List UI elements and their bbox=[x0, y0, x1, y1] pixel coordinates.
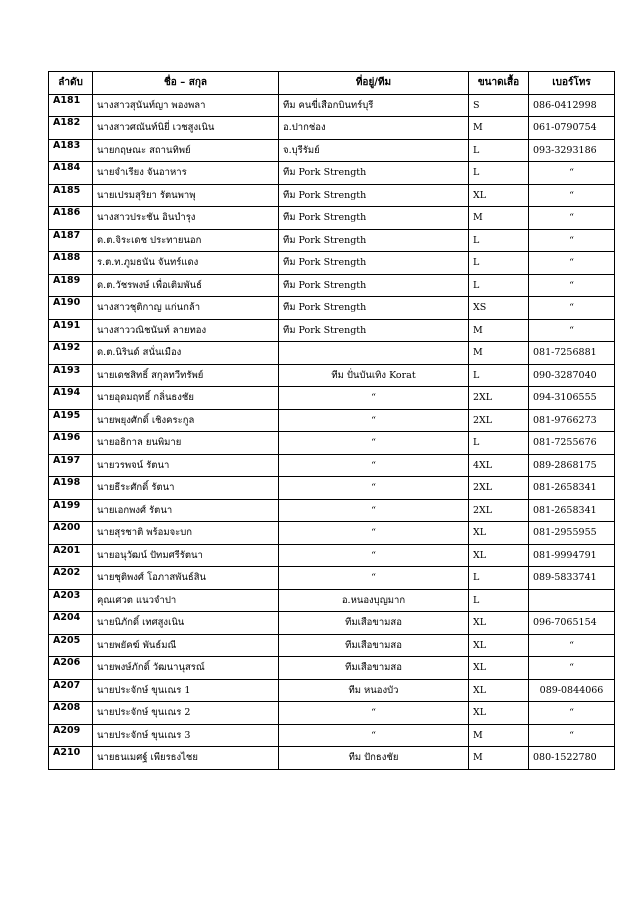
row-name: นางสาววณิชนันท์ ลายทอง bbox=[93, 319, 279, 342]
row-number: A191 bbox=[49, 319, 93, 342]
row-phone: 061-0790754 bbox=[529, 117, 615, 140]
row-phone: 093-3293186 bbox=[529, 139, 615, 162]
row-phone: 081-2658341 bbox=[529, 499, 615, 522]
row-number: A186 bbox=[49, 207, 93, 230]
row-address-team: ทีม คนขี่เสือกบินทร์บุรี bbox=[279, 94, 469, 117]
row-phone: 089-2868175 bbox=[529, 454, 615, 477]
row-name: นางสาวประชัน อินบำรุง bbox=[93, 207, 279, 230]
row-shirt-size: M bbox=[469, 724, 529, 747]
row-phone: 086-0412998 bbox=[529, 94, 615, 117]
row-address-team: จ.บุรีรัมย์ bbox=[279, 139, 469, 162]
row-name: นายจำเรียง จันอาหาร bbox=[93, 162, 279, 185]
row-number: A208 bbox=[49, 702, 93, 725]
row-address-team: ทีม ปั่นบันเทิง Korat bbox=[279, 364, 469, 387]
row-address-team: “ bbox=[279, 454, 469, 477]
table-row bbox=[49, 229, 615, 252]
row-phone: “ bbox=[529, 724, 615, 747]
row-name: นายวรพจน์ รัตนา bbox=[93, 454, 279, 477]
row-number: A182 bbox=[49, 117, 93, 140]
table-row bbox=[49, 319, 615, 342]
row-number: A200 bbox=[49, 522, 93, 545]
row-name: นายเอกพงศ์ รัตนา bbox=[93, 499, 279, 522]
row-number: A196 bbox=[49, 432, 93, 455]
row-name: นายชุติพงศ์ โอภาสพันธ์สิน bbox=[93, 567, 279, 590]
row-phone: 081-9994791 bbox=[529, 544, 615, 567]
row-name: นายพยัคฆ์ พันธ์มณี bbox=[93, 634, 279, 657]
row-address-team: ทีม Pork Strength bbox=[279, 297, 469, 320]
row-name: นายพยุงศักดิ์ เชิงคระกูล bbox=[93, 409, 279, 432]
row-name: นายธีระศักดิ์ รัตนา bbox=[93, 477, 279, 500]
row-name: นายนิภักดิ์ เทศสูงเนิน bbox=[93, 612, 279, 635]
row-address-team: ทีม Pork Strength bbox=[279, 274, 469, 297]
row-shirt-size: S bbox=[469, 94, 529, 117]
row-number: A197 bbox=[49, 454, 93, 477]
row-address-team: “ bbox=[279, 522, 469, 545]
row-shirt-size: XL bbox=[469, 184, 529, 207]
row-address-team: อ.หนองบุญมาก bbox=[279, 589, 469, 612]
table-row bbox=[49, 747, 615, 770]
row-name: ด.ต.วัชรพงษ์ เพื่อเติมพันธ์ bbox=[93, 274, 279, 297]
row-address-team: “ bbox=[279, 432, 469, 455]
row-phone: 081-2658341 bbox=[529, 477, 615, 500]
table-row bbox=[49, 139, 615, 162]
row-phone: “ bbox=[529, 229, 615, 252]
row-name: นายพงษ์ภักดิ์ วัฒนานุสรณ์ bbox=[93, 657, 279, 680]
row-name: นายอุดมฤทธิ์ กลิ่นธงชัย bbox=[93, 387, 279, 410]
table-row bbox=[49, 657, 615, 680]
table-row bbox=[49, 454, 615, 477]
row-shirt-size: L bbox=[469, 229, 529, 252]
row-phone: “ bbox=[529, 274, 615, 297]
row-phone: 096-7065154 bbox=[529, 612, 615, 635]
row-shirt-size: L bbox=[469, 589, 529, 612]
row-shirt-size: L bbox=[469, 162, 529, 185]
row-name: นางสาวศณันท์นิยี่ เวชสูงเนิน bbox=[93, 117, 279, 140]
table-body bbox=[49, 94, 615, 769]
row-shirt-size: XL bbox=[469, 634, 529, 657]
table-row bbox=[49, 387, 615, 410]
row-number: A190 bbox=[49, 297, 93, 320]
header-shirt-size: ขนาดเสื้อ bbox=[469, 72, 529, 95]
row-shirt-size: M bbox=[469, 207, 529, 230]
row-address-team: “ bbox=[279, 477, 469, 500]
row-phone: 089-0844066 bbox=[529, 679, 615, 702]
row-phone: “ bbox=[529, 634, 615, 657]
row-shirt-size: XS bbox=[469, 297, 529, 320]
row-name: นายเดชสิทธิ์ สกุลทวีทรัพย์ bbox=[93, 364, 279, 387]
row-number: A198 bbox=[49, 477, 93, 500]
row-shirt-size: XL bbox=[469, 612, 529, 635]
row-phone: “ bbox=[529, 319, 615, 342]
row-number: A187 bbox=[49, 229, 93, 252]
row-phone: “ bbox=[529, 702, 615, 725]
row-number: A202 bbox=[49, 567, 93, 590]
row-shirt-size: XL bbox=[469, 522, 529, 545]
row-number: A207 bbox=[49, 679, 93, 702]
row-number: A184 bbox=[49, 162, 93, 185]
row-shirt-size: XL bbox=[469, 544, 529, 567]
row-shirt-size: 2XL bbox=[469, 477, 529, 500]
row-name: นายธนเมศฐ์ เพียรธงไชย bbox=[93, 747, 279, 770]
row-address-team: ทีมเสือขามสอ bbox=[279, 634, 469, 657]
row-phone: “ bbox=[529, 252, 615, 275]
table-row bbox=[49, 297, 615, 320]
row-address-team: “ bbox=[279, 387, 469, 410]
row-shirt-size: L bbox=[469, 139, 529, 162]
row-address-team: ทีม หนองบัว bbox=[279, 679, 469, 702]
table-row bbox=[49, 274, 615, 297]
row-name: นางสาวชุติกาญ แก่นกล้า bbox=[93, 297, 279, 320]
row-shirt-size: 2XL bbox=[469, 409, 529, 432]
table-header-row bbox=[49, 72, 615, 95]
header-address-team: ที่อยู่/ทีม bbox=[279, 72, 469, 95]
row-address-team: ทีม Pork Strength bbox=[279, 207, 469, 230]
row-number: A181 bbox=[49, 94, 93, 117]
participant-table bbox=[48, 71, 615, 770]
row-number: A205 bbox=[49, 634, 93, 657]
row-number: A203 bbox=[49, 589, 93, 612]
row-phone: 081-7255676 bbox=[529, 432, 615, 455]
table-row bbox=[49, 409, 615, 432]
row-shirt-size: L bbox=[469, 252, 529, 275]
row-phone: “ bbox=[529, 162, 615, 185]
table-row bbox=[49, 94, 615, 117]
row-shirt-size: L bbox=[469, 567, 529, 590]
row-shirt-size: M bbox=[469, 319, 529, 342]
row-shirt-size: L bbox=[469, 432, 529, 455]
row-shirt-size: M bbox=[469, 342, 529, 365]
table-row bbox=[49, 612, 615, 635]
row-address-team: ทีม Pork Strength bbox=[279, 229, 469, 252]
row-address-team: ทีม ปักธงชัย bbox=[279, 747, 469, 770]
row-phone bbox=[529, 589, 615, 612]
row-name: นายกฤษณะ สถานทิพย์ bbox=[93, 139, 279, 162]
row-number: A209 bbox=[49, 724, 93, 747]
row-number: A210 bbox=[49, 747, 93, 770]
row-name: ด.ต.นิรินด์ สนั่นเมือง bbox=[93, 342, 279, 365]
row-address-team: “ bbox=[279, 544, 469, 567]
table-row bbox=[49, 702, 615, 725]
row-number: A194 bbox=[49, 387, 93, 410]
row-name: นายประจักษ์ ขุนเณร 2 bbox=[93, 702, 279, 725]
row-number: A195 bbox=[49, 409, 93, 432]
row-number: A183 bbox=[49, 139, 93, 162]
table-row bbox=[49, 207, 615, 230]
row-name: ร.ต.ท.ภูมธนัน จันทร์แดง bbox=[93, 252, 279, 275]
table-row bbox=[49, 432, 615, 455]
row-address-team: “ bbox=[279, 702, 469, 725]
row-address-team: ทีมเสือขามสอ bbox=[279, 612, 469, 635]
table-row bbox=[49, 342, 615, 365]
row-name: นายประจักษ์ ขุนเณร 3 bbox=[93, 724, 279, 747]
row-phone: 080-1522780 bbox=[529, 747, 615, 770]
row-name: นายสุรชาติ พร้อมจะบก bbox=[93, 522, 279, 545]
table-row bbox=[49, 184, 615, 207]
row-address-team: ทีม Pork Strength bbox=[279, 252, 469, 275]
row-name: ด.ต.จิระเดช ประทายนอก bbox=[93, 229, 279, 252]
row-number: A189 bbox=[49, 274, 93, 297]
table-row bbox=[49, 522, 615, 545]
row-phone: 090-3287040 bbox=[529, 364, 615, 387]
table-row bbox=[49, 567, 615, 590]
row-shirt-size: XL bbox=[469, 679, 529, 702]
row-phone: 081-2955955 bbox=[529, 522, 615, 545]
table-row bbox=[49, 477, 615, 500]
row-shirt-size: M bbox=[469, 747, 529, 770]
header-phone: เบอร์โทร bbox=[529, 72, 615, 95]
row-number: A188 bbox=[49, 252, 93, 275]
row-address-team: “ bbox=[279, 567, 469, 590]
row-number: A201 bbox=[49, 544, 93, 567]
row-shirt-size: L bbox=[469, 364, 529, 387]
row-name: นายอนุวัฒน์ ปัทมศรีรัตนา bbox=[93, 544, 279, 567]
table-row bbox=[49, 544, 615, 567]
row-address-team: อ.ปากช่อง bbox=[279, 117, 469, 140]
row-phone: “ bbox=[529, 184, 615, 207]
row-address-team: ทีม Pork Strength bbox=[279, 184, 469, 207]
row-phone: 089-5833741 bbox=[529, 567, 615, 590]
row-address-team: “ bbox=[279, 724, 469, 747]
row-number: A185 bbox=[49, 184, 93, 207]
row-name: นางสาวสุนันท์ญา พองพลา bbox=[93, 94, 279, 117]
table-row bbox=[49, 589, 615, 612]
table-row bbox=[49, 679, 615, 702]
row-phone: 081-7256881 bbox=[529, 342, 615, 365]
table-row bbox=[49, 634, 615, 657]
table-row bbox=[49, 162, 615, 185]
row-shirt-size: M bbox=[469, 117, 529, 140]
table-row bbox=[49, 499, 615, 522]
row-address-team: “ bbox=[279, 499, 469, 522]
row-number: A204 bbox=[49, 612, 93, 635]
row-number: A199 bbox=[49, 499, 93, 522]
row-phone: “ bbox=[529, 657, 615, 680]
row-address-team bbox=[279, 342, 469, 365]
row-name: นายอธิกาล ยนพิมาย bbox=[93, 432, 279, 455]
row-shirt-size: L bbox=[469, 274, 529, 297]
row-shirt-size: 2XL bbox=[469, 387, 529, 410]
row-name: นายเปรมสุริยา รัตนพาพุ bbox=[93, 184, 279, 207]
table-row bbox=[49, 724, 615, 747]
table-row bbox=[49, 364, 615, 387]
table-row bbox=[49, 117, 615, 140]
header-name: ชื่อ – สกุล bbox=[93, 72, 279, 95]
row-number: A206 bbox=[49, 657, 93, 680]
row-shirt-size: 4XL bbox=[469, 454, 529, 477]
row-number: A192 bbox=[49, 342, 93, 365]
row-phone: 094-3106555 bbox=[529, 387, 615, 410]
row-name: คุณเศวต แนวจำปา bbox=[93, 589, 279, 612]
row-address-team: ทีม Pork Strength bbox=[279, 319, 469, 342]
row-phone: “ bbox=[529, 207, 615, 230]
header-number: ลำดับ bbox=[49, 72, 93, 95]
row-number: A193 bbox=[49, 364, 93, 387]
row-address-team: ทีมเสือขามสอ bbox=[279, 657, 469, 680]
row-address-team: “ bbox=[279, 409, 469, 432]
row-shirt-size: XL bbox=[469, 702, 529, 725]
row-address-team: ทีม Pork Strength bbox=[279, 162, 469, 185]
table-row bbox=[49, 252, 615, 275]
row-phone: “ bbox=[529, 297, 615, 320]
row-phone: 081-9766273 bbox=[529, 409, 615, 432]
row-shirt-size: XL bbox=[469, 657, 529, 680]
row-shirt-size: 2XL bbox=[469, 499, 529, 522]
row-name: นายประจักษ์ ขุนเณร 1 bbox=[93, 679, 279, 702]
